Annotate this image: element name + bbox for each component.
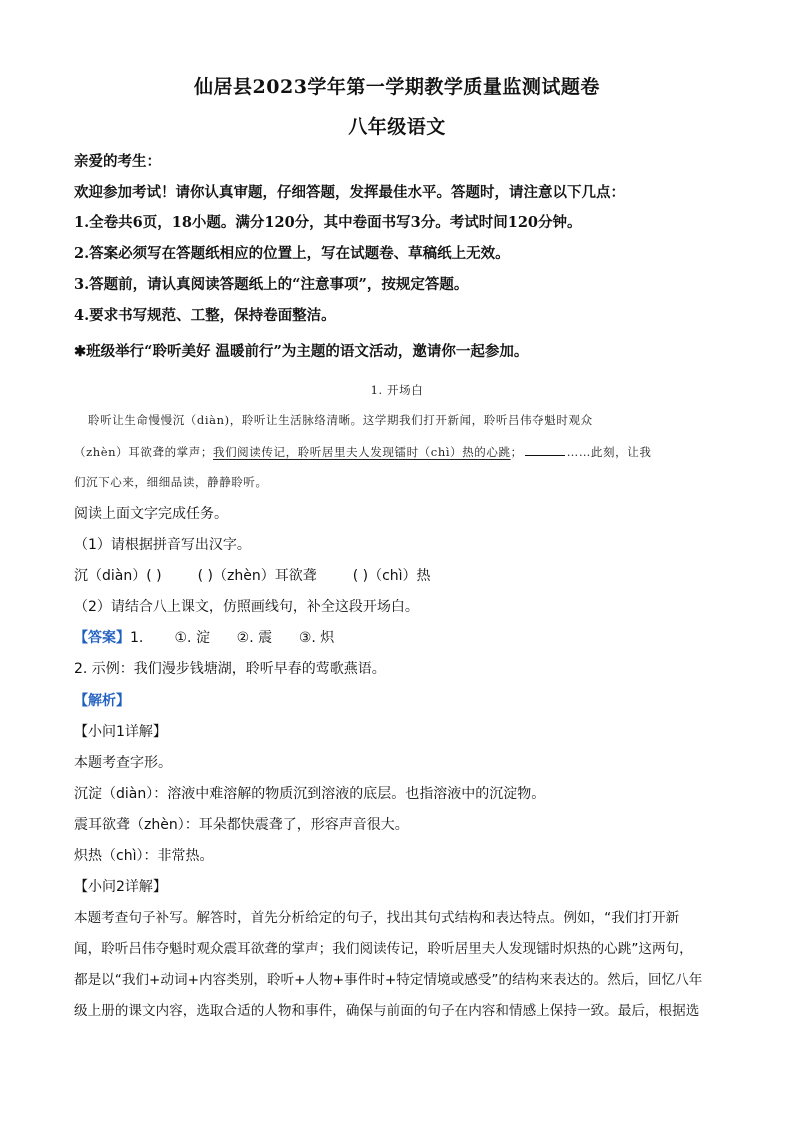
welcome-text: 欢迎参加考试！请你认真审题，仔细答题，发挥最佳水平。答题时，请注意以下几点： bbox=[74, 184, 625, 201]
sub-question-2-heading: 【小问2详解】 bbox=[74, 879, 167, 895]
passage-line-1: 聆听让生命慢慢沉（diàn)，聆听让生活脉络清晰。这学期我们打开新闻，聆听吕伟夺魁时观众 bbox=[88, 413, 593, 427]
question-1: （1）请根据拼音写出汉字。 bbox=[74, 537, 251, 553]
activity-intro: ✱班级举行“聆听美好 温暖前行”为主题的语文活动，邀请你一起参加。 bbox=[74, 343, 529, 360]
sub1-line-2: 沉淀（diàn）：溶液中难溶解的物质沉到溶液的底层。也指溶液中的沉淀物。 bbox=[74, 786, 546, 802]
answer-line-1 bbox=[74, 628, 724, 648]
question-2: （2）请结合八上课文，仿照画线句，补全这段开场白。 bbox=[74, 599, 419, 615]
question-1-items bbox=[74, 566, 724, 586]
sub2-line-2: 闻，聆听吕伟夺魁时观众震耳欲聋的掌声；我们阅读传记，聆听居里夫人发现镭时炽热的心跳”这两句， bbox=[74, 941, 693, 957]
passage-line-2-end: ……此刻，让我 bbox=[566, 445, 652, 459]
fill-blank bbox=[525, 443, 565, 456]
exam-subtitle: 八年级语文 bbox=[348, 116, 446, 138]
answer-label: 【答案】 bbox=[74, 630, 130, 646]
greeting: 亲爱的考生： bbox=[74, 153, 161, 170]
sub2-line-4: 级上册的课文内容，选取合适的人物和事件，确保与前面的句子在内容和情感上保持一致。最后，根据选 bbox=[74, 1003, 700, 1019]
rule-4: 4.要求书写规范、工整，保持卷面整洁。 bbox=[74, 307, 336, 324]
answer-line-2: 2. 示例：我们漫步钱塘湖，聆听早春的莺歌燕语。 bbox=[74, 661, 386, 677]
exam-title: 仙居县2023学年第一学期教学质量监测试题卷 bbox=[194, 76, 600, 98]
passage-line-2-semicolon: ； bbox=[510, 445, 523, 459]
sub-question-1-heading: 【小问1详解】 bbox=[74, 724, 167, 740]
q1-item-1: 沉（diàn）( ) bbox=[74, 568, 162, 584]
task-prompt: 阅读上面文字完成任务。 bbox=[74, 506, 228, 522]
sub1-line-1: 本题考查字形。 bbox=[74, 755, 172, 771]
passage-line-2-start: （zhèn）耳欲聋的掌声； bbox=[74, 445, 213, 459]
underlined-sentence: 我们阅读传记，聆听居里夫人发现镭时（chì）热的心跳 bbox=[212, 445, 511, 459]
sub2-line-1: 本题考查句子补写。解答时，首先分析给定的句子，找出其句式结构和表达特点。例如，“我们打开新 bbox=[74, 910, 680, 926]
sub2-line-3: 都是以“我们+动词+内容类别，聆听+人物+事件时+特定情境或感受”的结构来表达的。然后，回忆八年 bbox=[74, 972, 703, 988]
q1-item-2: ( )（zhèn）耳欲聋 bbox=[197, 568, 317, 584]
passage-heading: 1. 开场白 bbox=[370, 383, 424, 397]
rule-2: 2.答案必须写在答题纸相应的位置上，写在试题卷、草稿纸上无效。 bbox=[74, 245, 510, 262]
passage-line-3: 们沉下心来，细细品读，静静聆听。 bbox=[74, 475, 268, 489]
rule-3: 3.答题前，请认真阅读答题纸上的“注意事项”，按规定答题。 bbox=[74, 276, 469, 293]
sub1-line-4: 炽热（chì）：非常热。 bbox=[74, 848, 214, 864]
sub1-line-3: 震耳欲聋（zhèn）：耳朵都快震聋了，形容声音很大。 bbox=[74, 817, 409, 833]
answer-items: 1. ①. 淀 ②. 震 ③. 炽 bbox=[130, 630, 335, 646]
rule-1: 1.全卷共6页，18小题。满分120分，其中卷面书写3分。考试时间120分钟。 bbox=[74, 214, 582, 231]
analysis-label: 【解析】 bbox=[74, 693, 130, 709]
passage-line-2 bbox=[74, 442, 724, 462]
q1-item-3: ( )（chì）热 bbox=[352, 568, 431, 584]
